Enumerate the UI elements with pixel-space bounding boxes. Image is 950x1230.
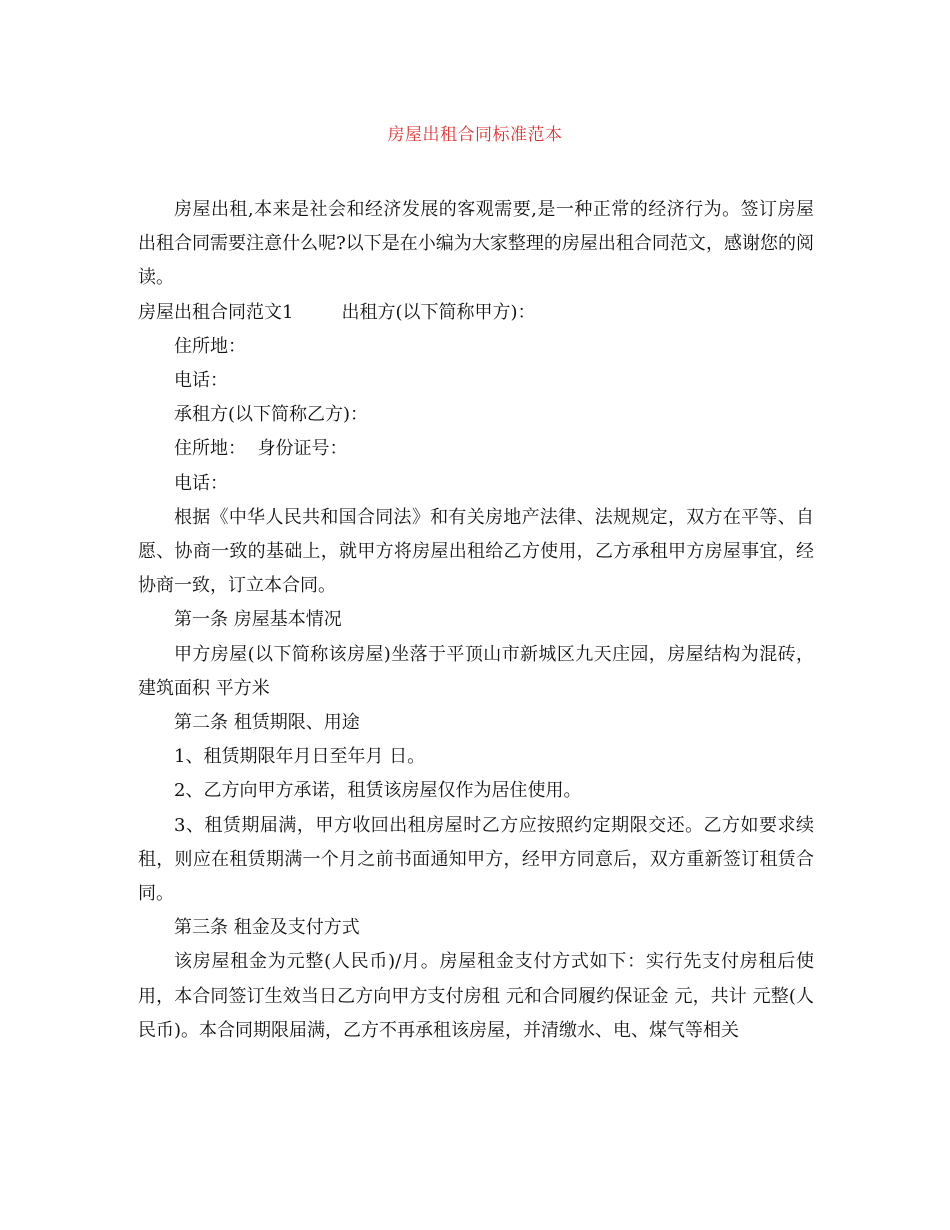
sample-heading: 房屋出租合同范文1 xyxy=(138,301,294,323)
document-body xyxy=(138,193,814,1048)
lessee-phone: 电话： xyxy=(174,472,228,494)
article-1-body: 甲方房屋(以下简称该房屋)坐落于平顶山市新城区九天庄园，房屋结构为混砖，建筑面积 平方米 xyxy=(138,643,814,699)
sample-heading-line xyxy=(138,296,814,330)
lessee-address-id: 住所地： 身份证号： xyxy=(174,438,348,460)
intro-paragraph: 房屋出租,本来是社会和经济发展的客观需要,是一种正常的经济行为。签订房屋出租合同需要注意什么呢?以下是在小编为大家整理的房屋出租合同范文，感谢您的阅读。 xyxy=(138,199,814,289)
lessee-label: 承租方(以下简称乙方)： xyxy=(174,404,369,426)
legal-basis-paragraph: 根据《中华人民共和国合同法》和有关房地产法律、法规规定，双方在平等、自愿、协商一致的基础上，就甲方将房屋出租给乙方使用，乙方承租甲方房屋事宜，经协商一致，订立本合同。 xyxy=(138,506,814,597)
article-2-item-3: 3、租赁期届满，甲方收回出租房屋时乙方应按照约定期限交还。乙方如要求续租，则应在租赁期满一个月之前书面通知甲方，经甲方同意后，双方重新签订租赁合同。 xyxy=(138,814,814,905)
article-3-heading: 第三条 租金及支付方式 xyxy=(174,917,360,939)
article-2-item-1: 1、租赁期限年月日至年月 日。 xyxy=(174,746,426,768)
article-1-heading: 第一条 房屋基本情况 xyxy=(174,609,342,631)
lessor-phone: 电话： xyxy=(174,370,228,392)
lessor-label: 出租方(以下简称甲方)： xyxy=(341,301,536,323)
lessor-address: 住所地： xyxy=(174,335,246,357)
article-2-item-2: 2、乙方向甲方承诺，租赁该房屋仅作为居住使用。 xyxy=(174,780,582,802)
document-title: 房屋出租合同标准范本 xyxy=(387,125,563,145)
article-3-body: 该房屋租金为元整(人民币)/月。房屋租金支付方式如下：实行先支付房租后使用，本合同签订生效当日乙方向甲方支付房租 元和合同履约保证金 元，共计 元整(人民币)。本合同期限届满，乙方不再承租该房屋，并清缴水、电、煤气等相关 xyxy=(138,951,814,1041)
article-2-heading: 第二条 租赁期限、用途 xyxy=(174,712,360,734)
